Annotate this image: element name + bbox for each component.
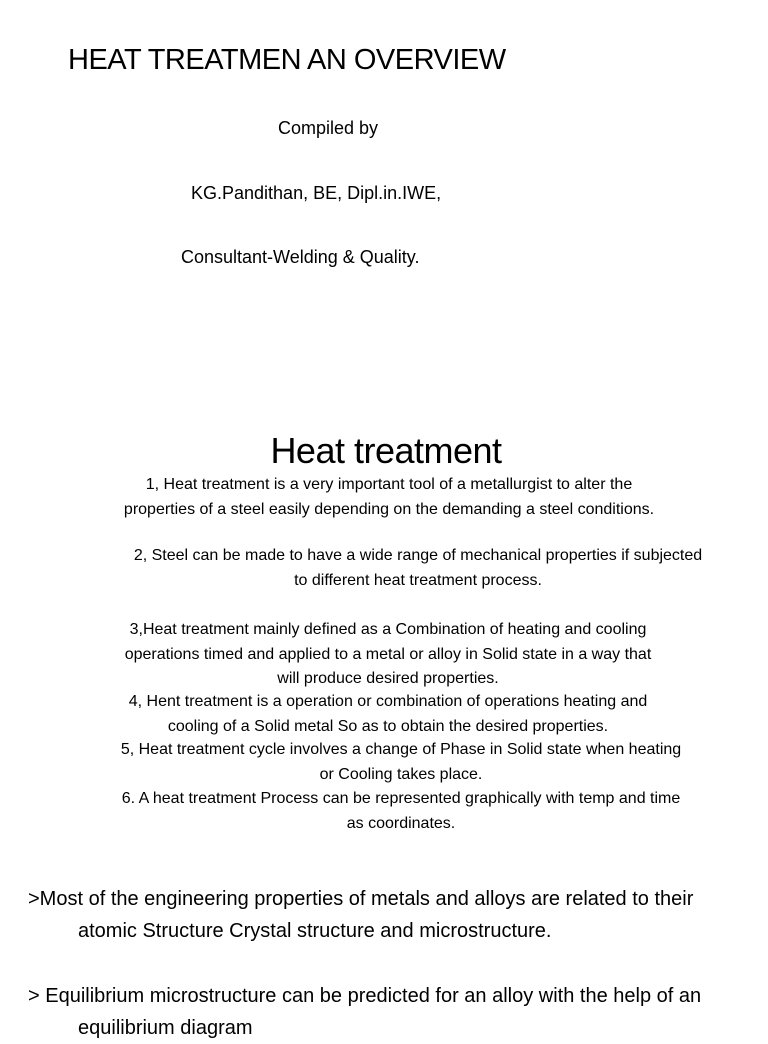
bullet-1-line-2: atomic Structure Crystal structure and microstructure. <box>78 920 552 942</box>
point-4 <box>0 690 768 739</box>
point-6-line-1: 6. A heat treatment Process can be represented graphically with temp and time <box>121 790 681 807</box>
point-1-line-2: properties of a steel easily depending on the demanding a steel conditions. <box>123 500 655 518</box>
compiled-by-label: Compiled by <box>278 118 379 138</box>
point-1-line-1: 1, Heat treatment is a very important tool of a metallurgist to alter the <box>145 476 633 493</box>
point-3-line-1: 3,Heat treatment mainly defined as a Combination of heating and cooling <box>129 621 647 638</box>
point-2-line-1: 2, Steel can be made to have a wide range of mechanical properties if subjected <box>133 547 703 564</box>
point-2 <box>0 544 768 593</box>
point-4-line-1: 4, Hent treatment is a operation or combination of operations heating and <box>128 693 648 710</box>
slide2-title: Heat treatment <box>270 430 502 471</box>
slide1-title: HEAT TREATMEN AN OVERVIEW <box>68 44 506 76</box>
point-5-line-1: 5, Heat treatment cycle involves a change of Phase in Solid state when heating <box>120 741 682 758</box>
bullet-1-line-1: >Most of the engineering properties of metals and alloys are related to their <box>28 888 694 910</box>
author-role: Consultant-Welding & Quality. <box>181 247 420 267</box>
point-4-line-2: cooling of a Solid metal So as to obtain the desired properties. <box>167 717 609 735</box>
bullet-2-line-2: equilibrium diagram <box>78 1017 253 1039</box>
bullet-2-line-1: > Equilibrium microstructure can be predicted for an alloy with the help of an <box>28 985 702 1007</box>
point-5 <box>0 738 768 787</box>
point-5-line-2: or Cooling takes place. <box>319 765 483 783</box>
point-6-line-2: as coordinates. <box>346 814 456 832</box>
author-name: KG.Pandithan, BE, Dipl.in.IWE, <box>191 183 442 203</box>
point-6 <box>0 787 768 836</box>
point-3-line-2: operations timed and applied to a metal or alloy in Solid state in a way that <box>124 645 652 663</box>
point-3-line-3: will produce desired properties. <box>277 670 499 687</box>
point-1 <box>0 473 768 522</box>
point-2-line-2: to different heat treatment process. <box>294 571 542 589</box>
point-3 <box>0 618 768 692</box>
